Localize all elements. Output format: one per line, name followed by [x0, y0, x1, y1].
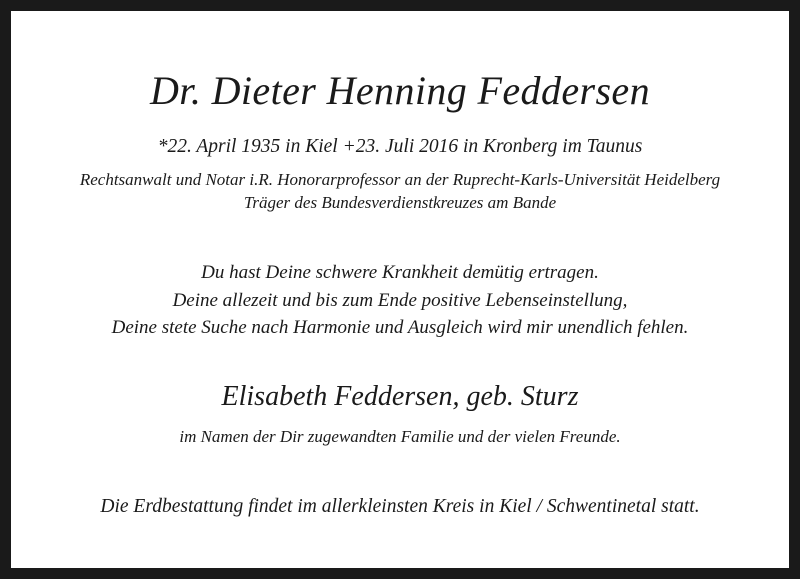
titles-block — [51, 169, 749, 215]
deceased-name: Dr. Dieter Henning Feddersen — [150, 68, 650, 113]
honor-title: Träger des Bundesverdienstkreuzes am Bande — [243, 193, 557, 213]
verse-line-3: Deine stete Suche nach Harmonie und Ausgleich wird mir unendlich fehlen. — [111, 317, 689, 339]
mourner-signature: Elisabeth Feddersen, geb. Sturz — [221, 380, 579, 412]
obituary-content — [11, 11, 789, 568]
verse-line-1: Du hast Deine schwere Krankheit demütig ertragen. — [201, 262, 599, 284]
on-behalf-of-text: im Namen der Dir zugewandten Familie und der vielen Freunde. — [179, 426, 621, 446]
verse-line-2: Deine allezeit und bis zum Ende positive Lebenseinstellung, — [172, 289, 628, 311]
professional-title: Rechtsanwalt und Notar i.R. Honorarprofessor an der Ruprecht-Karls-Universität Heidelberg — [79, 170, 721, 190]
funeral-arrangement-note: Die Erdbestattung findet im allerkleinsten Kreis in Kiel / Schwentinetal statt. — [100, 495, 700, 517]
birth-death-dates: *22. April 1935 in Kiel +23. Juli 2016 in Kronberg im Taunus — [157, 136, 643, 157]
memorial-verse — [51, 259, 749, 342]
